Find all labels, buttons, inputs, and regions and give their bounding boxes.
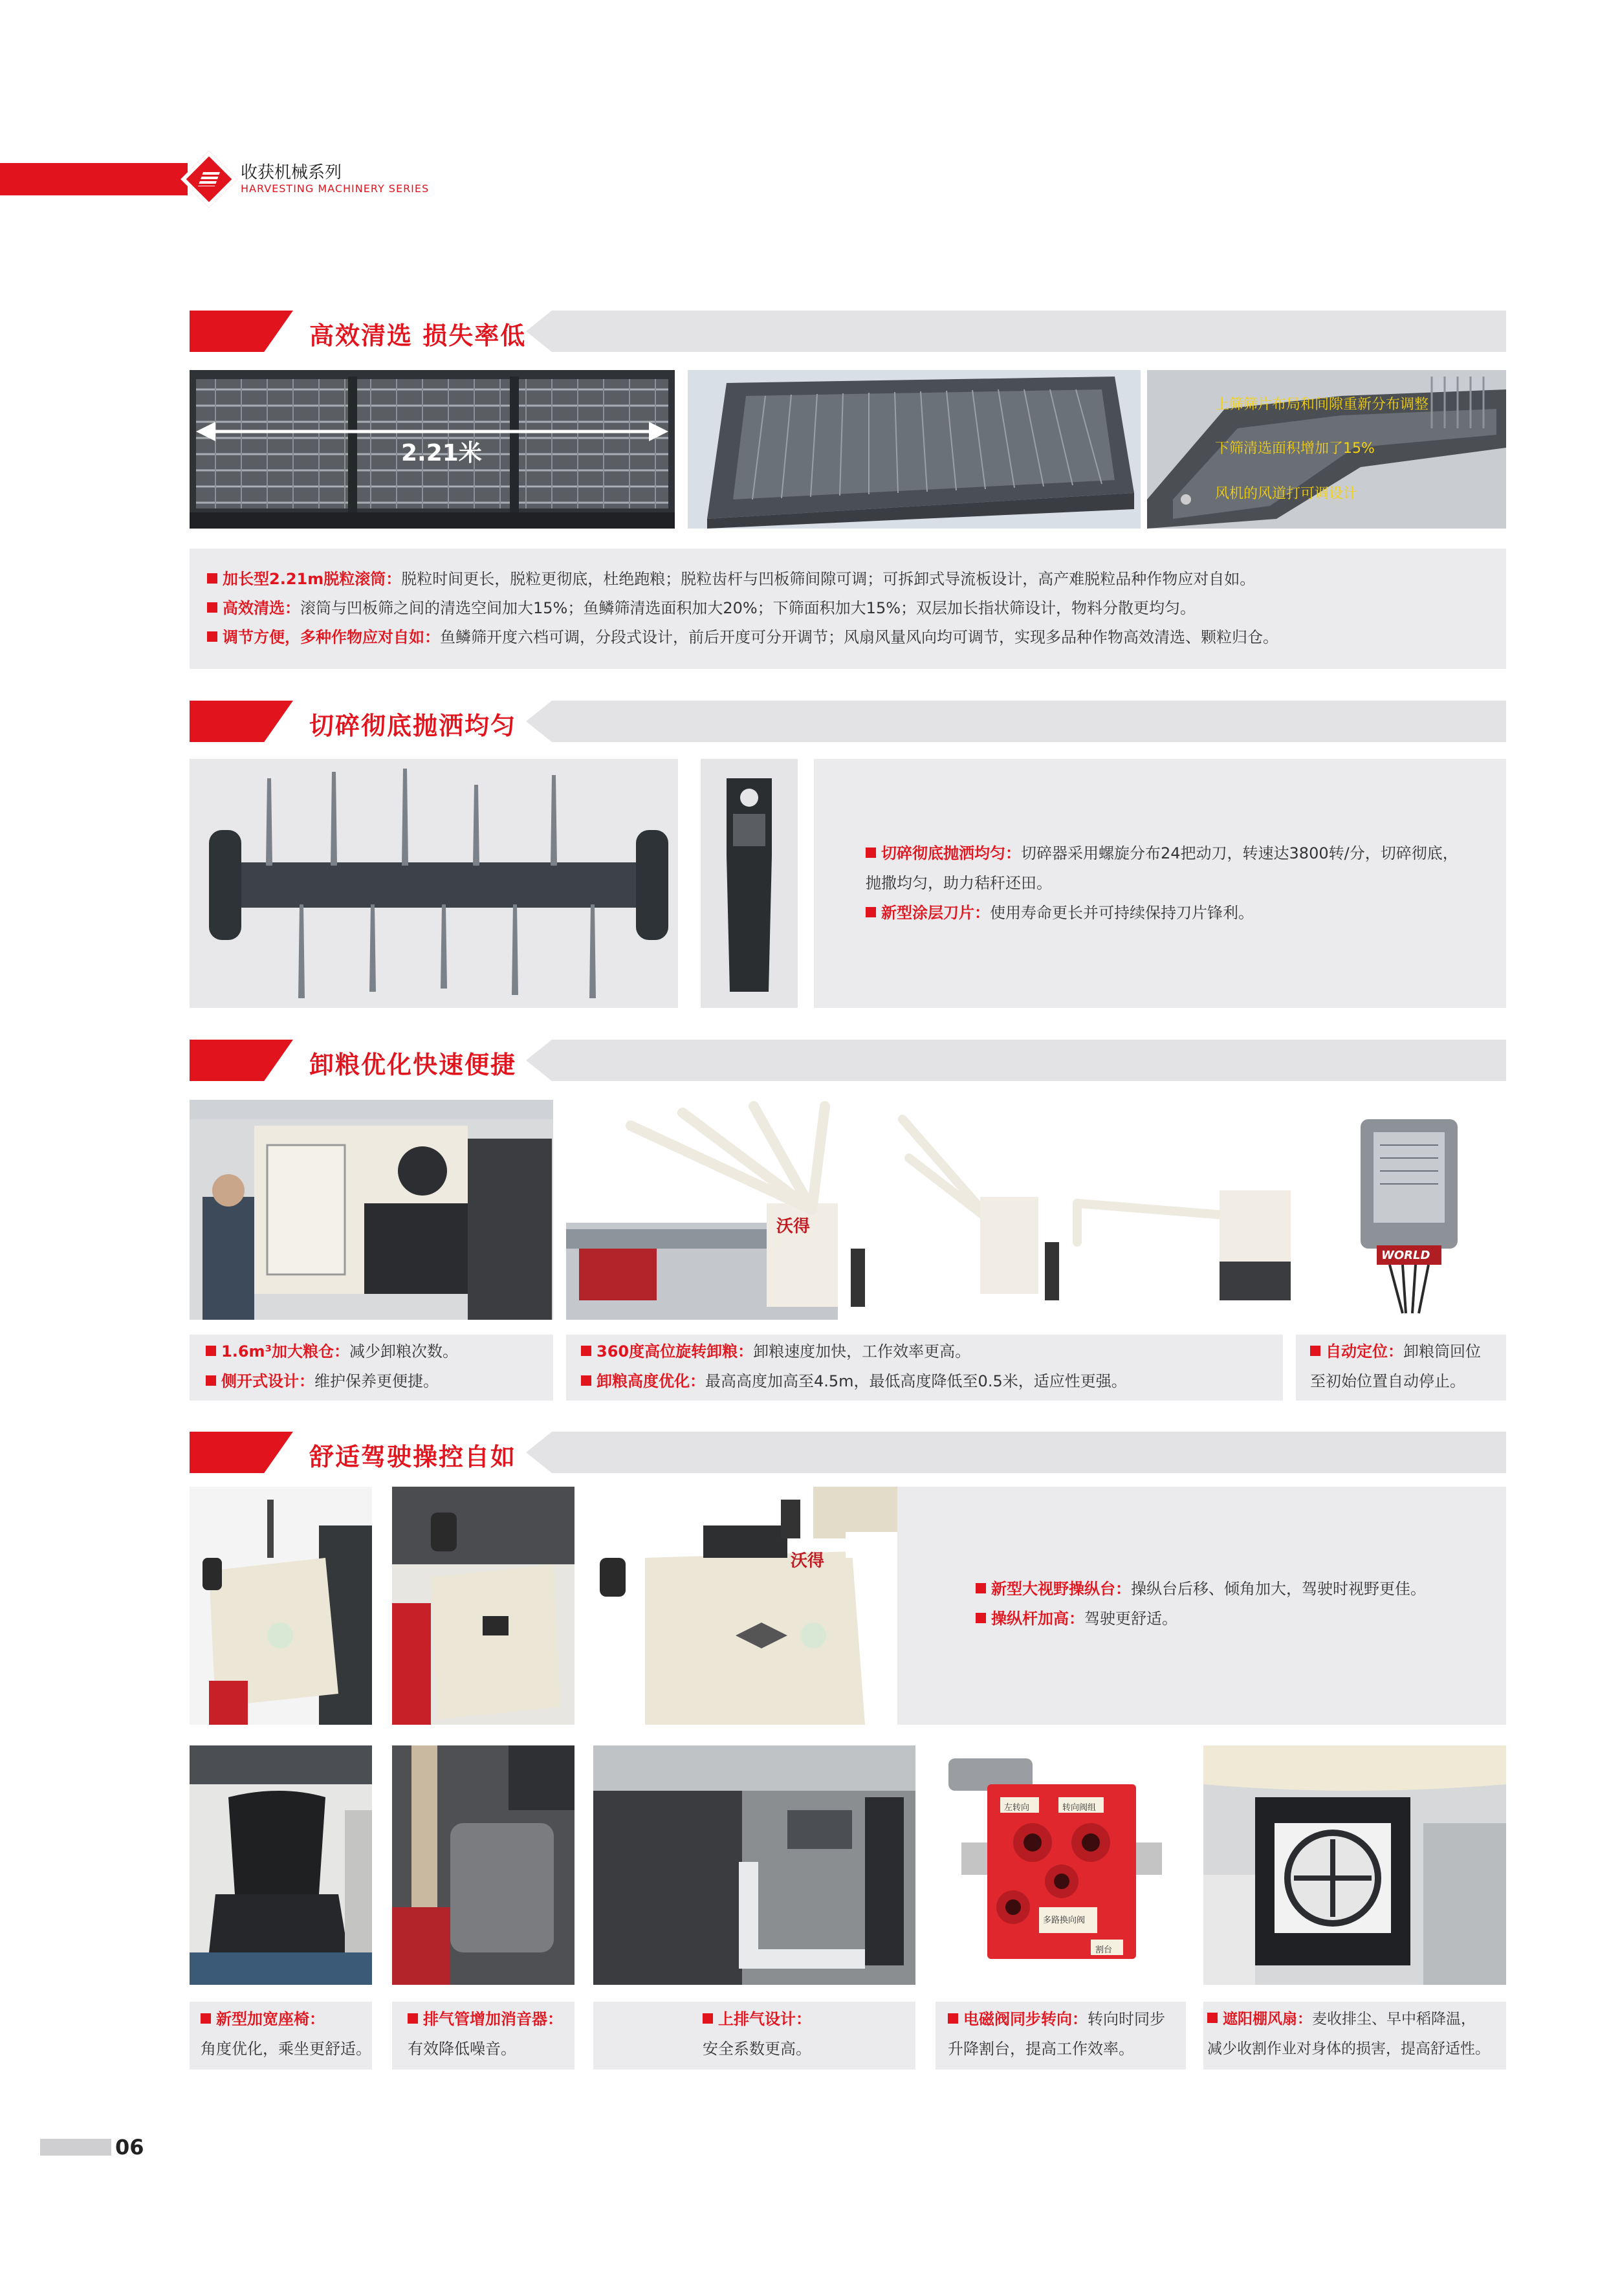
header-red-bar	[0, 163, 188, 195]
blade-photo	[701, 759, 798, 1008]
feature-line-cleaning	[207, 597, 1196, 619]
feature-line-console	[976, 1574, 1426, 1604]
section-title: 卸粮优化快速便捷	[309, 1051, 517, 1079]
caption-line	[703, 2004, 811, 2034]
section-title: 切碎彻底抛洒均匀	[309, 712, 517, 740]
section-header-band	[526, 311, 1506, 352]
caption-body: 维护保养更便捷。	[314, 1372, 439, 1390]
bullet-square-icon	[581, 1346, 591, 1356]
caption-head: 卸粮高度优化：	[597, 1372, 705, 1390]
bullet-square-icon	[948, 2013, 958, 2024]
feature-line-drum	[207, 568, 1255, 590]
bullet-square-icon	[206, 1375, 216, 1386]
auger-caption	[581, 1337, 1127, 1396]
bullet-square-icon	[1207, 2013, 1218, 2023]
bullet-square-icon	[201, 2013, 211, 2024]
bullet-square-icon	[207, 631, 217, 642]
bullet-square-icon	[976, 1613, 986, 1623]
seat-caption	[201, 2004, 371, 2064]
cab-brand-label: 沃得	[791, 1551, 825, 1571]
bullet-square-icon	[207, 602, 217, 613]
caption-body: 卸粮筒回位	[1403, 1342, 1481, 1361]
caption-body: 安全系数更高。	[703, 2040, 811, 2058]
overlay-lower-sieve: 下筛清选面积增加了15%	[1215, 441, 1375, 457]
cab-console-photo-1	[190, 1487, 372, 1725]
seat-photo	[190, 1745, 372, 1985]
caption-body-cont: 升降割台，提高工作效率。	[948, 2040, 1134, 2058]
series-title: 收获机械系列	[241, 163, 342, 182]
caption-body: 有效降低噪音。	[408, 2040, 516, 2058]
muffler-photo	[392, 1745, 575, 1985]
section-header-cleaning	[190, 311, 1506, 352]
feature-line-lever	[976, 1604, 1426, 1634]
unloading-auger-photo	[566, 1100, 1293, 1320]
caption-head: 侧开式设计：	[221, 1372, 314, 1390]
caption-body: 角度优化，乘坐更舒适。	[201, 2040, 371, 2058]
feature-head: 操纵杆加高：	[991, 1610, 1084, 1628]
controller-brand-label: WORLD	[1381, 1249, 1430, 1262]
caption-line	[1310, 1337, 1481, 1366]
caption-head: 电磁阀同步转向：	[963, 2010, 1088, 2028]
feature-body: 脱粒时间更长，脱粒更彻底，杜绝跑粮；脱粒齿杆与凹板筛间隙可调；可拆卸式导流板设计，高产难脱粒品种作物应对自如。	[401, 570, 1256, 588]
section-header-tab	[190, 311, 293, 352]
feature-head: 切碎彻底抛洒均匀：	[881, 844, 1021, 862]
feature-line-chop	[866, 838, 1487, 868]
bullet-square-icon	[866, 907, 876, 917]
feature-body-cont: 抛撒均匀，助力秸秆还田。	[866, 874, 1052, 892]
caption-line	[581, 1337, 1127, 1366]
bullet-square-icon	[703, 2013, 713, 2024]
caption-line	[206, 1337, 458, 1366]
bullet-square-icon	[207, 573, 217, 584]
chopper-rotor-photo	[190, 759, 678, 1008]
section-header-driving	[190, 1432, 1506, 1473]
caption-head: 自动定位：	[1326, 1342, 1403, 1361]
caption-body-cont: 减少收割作业对身体的损害，提高舒适性。	[1207, 2040, 1490, 2057]
caption-line	[201, 2004, 371, 2034]
console-feature-text	[976, 1574, 1426, 1634]
feature-body: 切碎器采用螺旋分布24把动刀，转速达3800转/分，切碎彻底，	[1021, 844, 1458, 862]
section-header-tab	[190, 1432, 293, 1473]
muffler-caption	[408, 2004, 563, 2064]
bullet-square-icon	[1310, 1346, 1320, 1356]
grain-tank-photo	[190, 1100, 553, 1320]
section-header-band	[526, 701, 1506, 742]
bullet-square-icon	[408, 2013, 418, 2024]
auto-position-controller-photo	[1306, 1100, 1506, 1320]
grain-tank-caption	[206, 1337, 458, 1396]
caption-head: 新型加宽座椅：	[216, 2010, 325, 2028]
caption-body: 减少卸粮次数。	[349, 1342, 459, 1361]
caption-head: 排气管增加消音器：	[423, 2010, 563, 2028]
caption-body: 最高高度加高至4.5m，最低高度降低至0.5米，适应性更强。	[705, 1372, 1127, 1390]
feature-head: 新型大视野操纵台：	[991, 1580, 1131, 1598]
section-header-tab	[190, 1040, 293, 1081]
valve-label-left-steer: 左转向	[1004, 1803, 1030, 1813]
bullet-square-icon	[976, 1583, 986, 1593]
caption-head: 遮阳棚风扇：	[1223, 2011, 1312, 2028]
fan-caption	[1207, 2004, 1490, 2064]
feature-head: 高效清选：	[223, 599, 300, 617]
section-title: 舒适驾驶操控自如	[309, 1443, 517, 1471]
feature-body: 鱼鳞筛开度六档可调，分段式设计，前后开度可分开调节；风扇风量风向均可调节，实现多品种作物高效清选、颗粒归仓。	[440, 628, 1278, 646]
section-header-band	[526, 1432, 1506, 1473]
upper-exhaust-photo	[593, 1745, 915, 1985]
feature-head: 新型涂层刀片：	[881, 904, 990, 922]
series-subtitle: HARVESTING MACHINERY SERIES	[241, 182, 430, 195]
valve-label-multi-way: 多路换向阀	[1043, 1916, 1086, 1925]
caption-line	[948, 2004, 1165, 2034]
feature-body: 使用寿命更长并可持续保持刀片锋利。	[990, 904, 1254, 922]
solenoid-valve-photo	[936, 1745, 1186, 1985]
overlay-upper-sieve: 上筛筛片布局和间隙重新分布调整	[1215, 397, 1429, 413]
feature-head: 加长型2.21m脱粒滚筒：	[223, 570, 402, 588]
caption-head: 上排气设计：	[718, 2010, 811, 2028]
machine-brand-label: 沃得	[776, 1217, 811, 1236]
sieve-photo	[688, 370, 1141, 529]
valve-caption	[948, 2004, 1165, 2064]
page-number-bar	[40, 2139, 111, 2156]
feature-head: 调节方便，多种作物应对自如：	[223, 628, 440, 646]
drum-length-label: 2.21米	[401, 440, 482, 466]
caption-head: 1.6m³加大粮仓：	[221, 1342, 350, 1361]
cab-console-photo-2	[392, 1487, 575, 1725]
bullet-square-icon	[581, 1375, 591, 1386]
exhaust-caption	[703, 2004, 811, 2064]
bullet-square-icon	[206, 1346, 216, 1356]
caption-body: 麦收排尘、早中稻降温，	[1312, 2011, 1476, 2028]
chopping-feature-text	[866, 838, 1487, 928]
caption-body: 卸粮速度加快，工作效率更高。	[753, 1342, 971, 1361]
caption-line	[206, 1366, 458, 1396]
caption-line	[581, 1366, 1127, 1396]
feature-body: 操纵台后移、倾角加大，驾驶时视野更佳。	[1131, 1580, 1426, 1598]
feature-line-blade	[866, 898, 1487, 928]
caption-body-cont: 至初始位置自动停止。	[1310, 1372, 1465, 1390]
section-header-unloading	[190, 1040, 1506, 1081]
auto-position-caption	[1310, 1337, 1481, 1396]
bullet-square-icon	[866, 847, 876, 858]
caption-head: 360度高位旋转卸粮：	[597, 1342, 754, 1361]
overlay-fan-duct: 风机的风道打可调设计	[1215, 486, 1358, 502]
section-header-chopping	[190, 701, 1506, 742]
section-header-band	[526, 1040, 1506, 1081]
feature-body: 滚筒与凹板筛之间的清选空间加大15%；鱼鳞筛清选面积加大20%；下筛面积加大15%；双层加长指状筛设计，物料分散更均匀。	[300, 599, 1196, 617]
caption-line	[408, 2004, 563, 2034]
feature-line-adjust	[207, 626, 1278, 648]
section-title: 高效清选 损失率低	[309, 322, 527, 350]
section-header-tab	[190, 701, 293, 742]
sunshade-fan-photo	[1203, 1745, 1506, 1985]
feature-body: 驾驶更舒适。	[1084, 1610, 1177, 1628]
caption-line	[1207, 2004, 1490, 2034]
page-number: 06	[115, 2135, 144, 2159]
caption-body: 转向时同步	[1088, 2010, 1165, 2028]
cab-console-photo-3	[593, 1487, 897, 1725]
valve-label-steer-group: 转向阀组	[1062, 1803, 1097, 1813]
valve-label-header: 割台	[1095, 1945, 1113, 1955]
